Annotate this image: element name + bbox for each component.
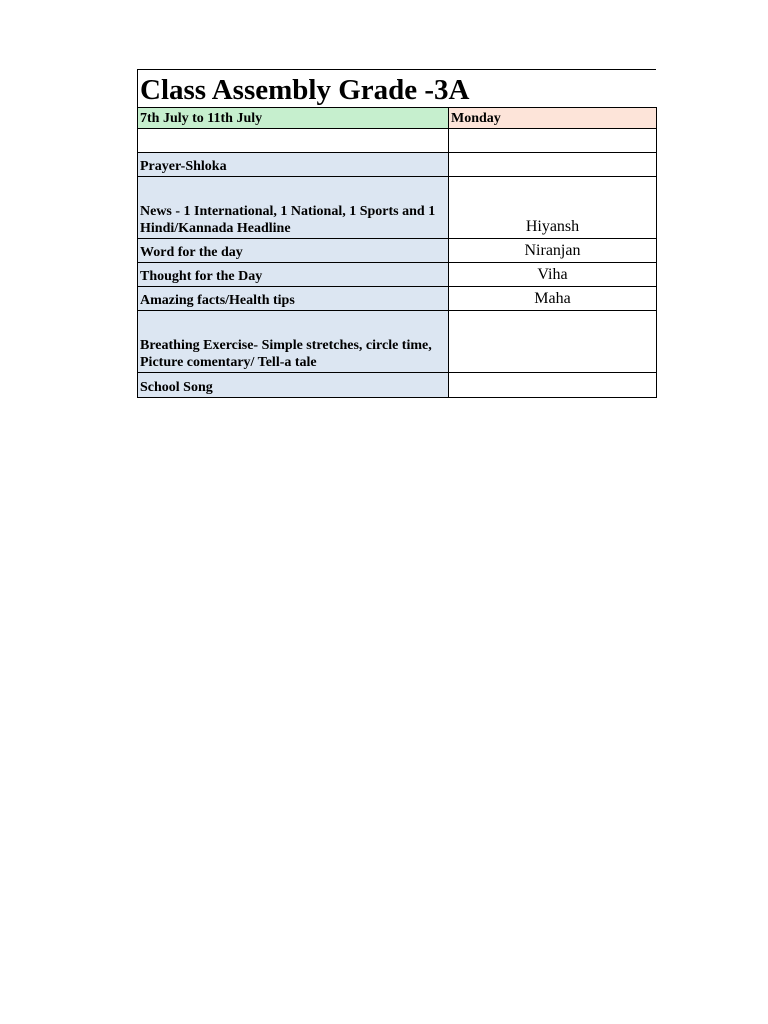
table-row (138, 287, 657, 311)
table-row (138, 373, 657, 398)
activity-cell[interactable]: Prayer-Shloka (138, 153, 449, 177)
table-row (138, 263, 657, 287)
assignee-cell[interactable]: Hiyansh (449, 177, 657, 239)
title-row (137, 69, 656, 107)
header-row (138, 108, 657, 129)
activity-cell[interactable]: Amazing facts/Health tips (138, 287, 449, 311)
activity-cell[interactable]: Thought for the Day (138, 263, 449, 287)
table-row (138, 311, 657, 373)
activity-cell[interactable]: School Song (138, 373, 449, 398)
activity-cell[interactable]: Breathing Exercise- Simple stretches, circle time, Picture comentary/ Tell-a tale (138, 311, 449, 373)
table-row (138, 177, 657, 239)
week-label-cell[interactable]: 7th July to 11th July (138, 108, 449, 129)
assignee-cell[interactable]: Niranjan (449, 239, 657, 263)
assignee-cell[interactable] (449, 129, 657, 153)
table-row (138, 239, 657, 263)
assignee-cell[interactable]: Maha (449, 287, 657, 311)
assembly-sheet (137, 69, 656, 398)
activity-cell[interactable]: Word for the day (138, 239, 449, 263)
assignee-cell[interactable]: Viha (449, 263, 657, 287)
activity-cell[interactable]: News - 1 International, 1 National, 1 Sports and 1 Hindi/Kannada Headline (138, 177, 449, 239)
assignee-cell[interactable] (449, 311, 657, 373)
table-row (138, 129, 657, 153)
activity-cell[interactable] (138, 129, 449, 153)
assignee-cell[interactable] (449, 153, 657, 177)
sheet-title: Class Assembly Grade -3A (140, 74, 470, 106)
assembly-table (137, 107, 657, 398)
day-header-cell[interactable]: Monday (449, 108, 657, 129)
table-row (138, 153, 657, 177)
assignee-cell[interactable] (449, 373, 657, 398)
